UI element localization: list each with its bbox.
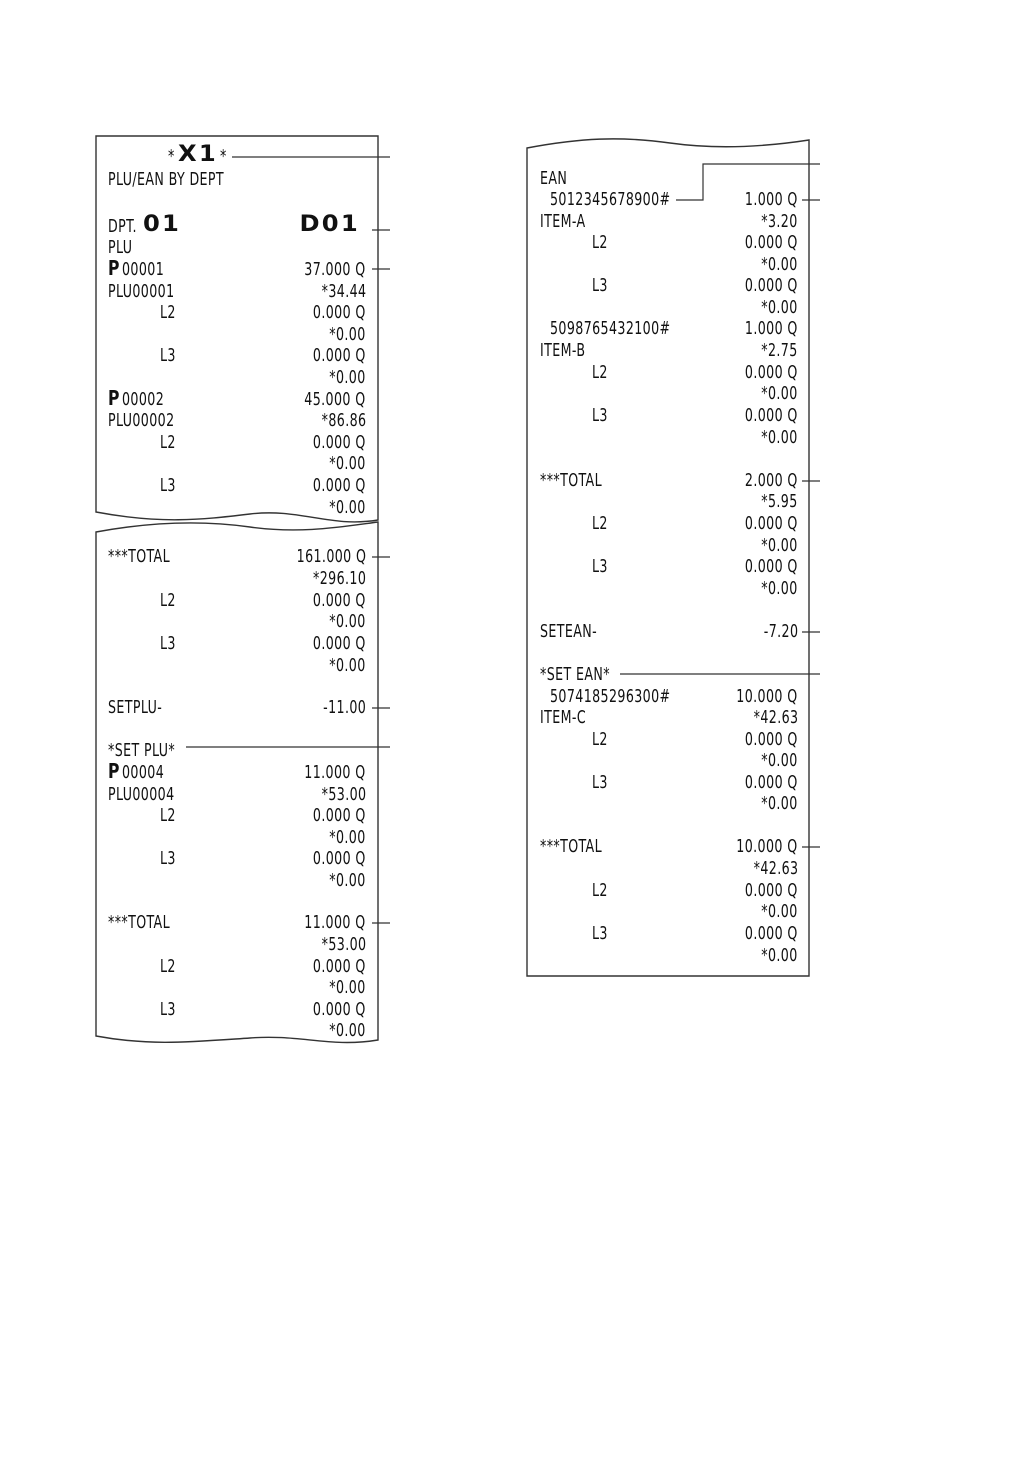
plu-code: 00001 xyxy=(122,259,165,280)
level-label: L3 xyxy=(592,772,608,793)
dept-label: D01 xyxy=(299,212,360,237)
level-label: L2 xyxy=(592,232,608,253)
level-label: L2 xyxy=(160,302,176,323)
total-qty: 10.000 Q xyxy=(736,836,798,857)
level-label: L3 xyxy=(160,345,176,366)
level-qty: 0.000 Q xyxy=(745,772,798,793)
level-qty: 0.000 Q xyxy=(313,805,366,826)
ean-amount: *3.20 xyxy=(761,211,798,232)
total-amount: *53.00 xyxy=(321,934,366,955)
level-label: L2 xyxy=(160,956,176,977)
plu-amount: *53.00 xyxy=(321,784,366,805)
level-amount: *0.00 xyxy=(761,793,798,814)
total-amount: *42.63 xyxy=(753,858,798,879)
level-amount: *0.00 xyxy=(329,977,366,998)
setplu-amount: -11.00 xyxy=(322,697,366,718)
level-label: L2 xyxy=(592,362,608,383)
level-amount: *0.00 xyxy=(761,945,798,966)
plu-code: 00004 xyxy=(122,762,165,783)
level-qty: 0.000 Q xyxy=(313,590,366,611)
level-label: L3 xyxy=(160,475,176,496)
level-label: L3 xyxy=(160,848,176,869)
level-label: L2 xyxy=(160,432,176,453)
total-label: ***TOTAL xyxy=(108,546,171,567)
level-label: L3 xyxy=(592,405,608,426)
ean-code: 5012345678900# xyxy=(550,189,671,210)
level-amount: *0.00 xyxy=(761,901,798,922)
ean-amount: *42.63 xyxy=(753,707,798,728)
level-qty: 0.000 Q xyxy=(745,923,798,944)
level-qty: 0.000 Q xyxy=(745,405,798,426)
level-amount: *0.00 xyxy=(329,611,366,632)
plu-code: 00002 xyxy=(122,389,165,410)
level-qty: 0.000 Q xyxy=(745,513,798,534)
plu-amount: *86.86 xyxy=(321,410,366,431)
ean-amount: *2.75 xyxy=(761,340,798,361)
level-qty: 0.000 Q xyxy=(745,556,798,577)
total-label: ***TOTAL xyxy=(108,912,171,933)
level-qty: 0.000 Q xyxy=(313,432,366,453)
level-qty: 0.000 Q xyxy=(313,475,366,496)
setean-label: SETEAN- xyxy=(540,621,598,642)
level-amount: *0.00 xyxy=(329,1020,366,1041)
report-title: X1 xyxy=(178,142,218,167)
plu-qty: 45.000 Q xyxy=(304,389,366,410)
level-qty: 0.000 Q xyxy=(745,275,798,296)
setean-amount: -7.20 xyxy=(763,621,798,642)
level-qty: 0.000 Q xyxy=(313,633,366,654)
total-qty: 161.000 Q xyxy=(296,546,366,567)
level-amount: *0.00 xyxy=(329,453,366,474)
level-label: L2 xyxy=(592,880,608,901)
level-qty: 0.000 Q xyxy=(745,880,798,901)
plu-qty: 37.000 Q xyxy=(304,259,366,280)
level-amount: *0.00 xyxy=(329,367,366,388)
level-amount: *0.00 xyxy=(761,535,798,556)
set-plu-title: *SET PLU* xyxy=(108,740,176,761)
title-star-right: * xyxy=(220,146,227,167)
plu-marker: P xyxy=(108,386,120,410)
level-label: L3 xyxy=(592,923,608,944)
set-ean-title: *SET EAN* xyxy=(540,664,610,685)
plu-marker: P xyxy=(108,759,120,783)
plu-qty: 11.000 Q xyxy=(304,762,366,783)
level-label: L2 xyxy=(160,590,176,611)
level-label: L3 xyxy=(160,999,176,1020)
level-qty: 0.000 Q xyxy=(313,302,366,323)
level-label: L3 xyxy=(160,633,176,654)
ean-qty: 10.000 Q xyxy=(736,686,798,707)
dept-prefix: DPT. xyxy=(108,216,137,237)
level-label: L2 xyxy=(592,513,608,534)
dept-code: 01 xyxy=(143,212,182,237)
level-amount: *0.00 xyxy=(329,870,366,891)
title-star-left: * xyxy=(168,146,175,167)
level-qty: 0.000 Q xyxy=(313,345,366,366)
section-label-plu: PLU xyxy=(108,237,133,258)
level-qty: 0.000 Q xyxy=(745,362,798,383)
plu-name: PLU00001 xyxy=(108,281,175,302)
level-amount: *0.00 xyxy=(761,578,798,599)
level-qty: 0.000 Q xyxy=(313,956,366,977)
level-qty: 0.000 Q xyxy=(313,999,366,1020)
level-label: L2 xyxy=(160,805,176,826)
level-amount: *0.00 xyxy=(761,750,798,771)
section-label-ean: EAN xyxy=(540,168,568,189)
ean-code: 5098765432100# xyxy=(550,318,671,339)
total-qty: 11.000 Q xyxy=(304,912,366,933)
level-qty: 0.000 Q xyxy=(745,232,798,253)
level-qty: 0.000 Q xyxy=(313,848,366,869)
level-label: L3 xyxy=(592,275,608,296)
level-label: L3 xyxy=(592,556,608,577)
level-amount: *0.00 xyxy=(329,827,366,848)
ean-qty: 1.000 Q xyxy=(745,318,798,339)
plu-name: PLU00002 xyxy=(108,410,175,431)
level-amount: *0.00 xyxy=(761,254,798,275)
total-label: ***TOTAL xyxy=(540,836,603,857)
ean-code: 5074185296300# xyxy=(550,686,671,707)
total-amount: *5.95 xyxy=(761,491,798,512)
total-amount: *296.10 xyxy=(312,568,366,589)
total-label: ***TOTAL xyxy=(540,470,603,491)
level-amount: *0.00 xyxy=(329,655,366,676)
level-amount: *0.00 xyxy=(761,383,798,404)
total-qty: 2.000 Q xyxy=(745,470,798,491)
level-amount: *0.00 xyxy=(329,497,366,518)
plu-name: PLU00004 xyxy=(108,784,175,805)
level-label: L2 xyxy=(592,729,608,750)
level-amount: *0.00 xyxy=(761,427,798,448)
ean-name: ITEM-C xyxy=(540,707,587,728)
ean-name: ITEM-B xyxy=(540,340,586,361)
report-name: PLU/EAN BY DEPT xyxy=(108,169,225,190)
level-amount: *0.00 xyxy=(329,324,366,345)
setplu-label: SETPLU- xyxy=(108,697,163,718)
ean-qty: 1.000 Q xyxy=(745,189,798,210)
level-qty: 0.000 Q xyxy=(745,729,798,750)
level-amount: *0.00 xyxy=(761,297,798,318)
plu-amount: *34.44 xyxy=(321,281,366,302)
ean-name: ITEM-A xyxy=(540,211,586,232)
plu-marker: P xyxy=(108,256,120,280)
